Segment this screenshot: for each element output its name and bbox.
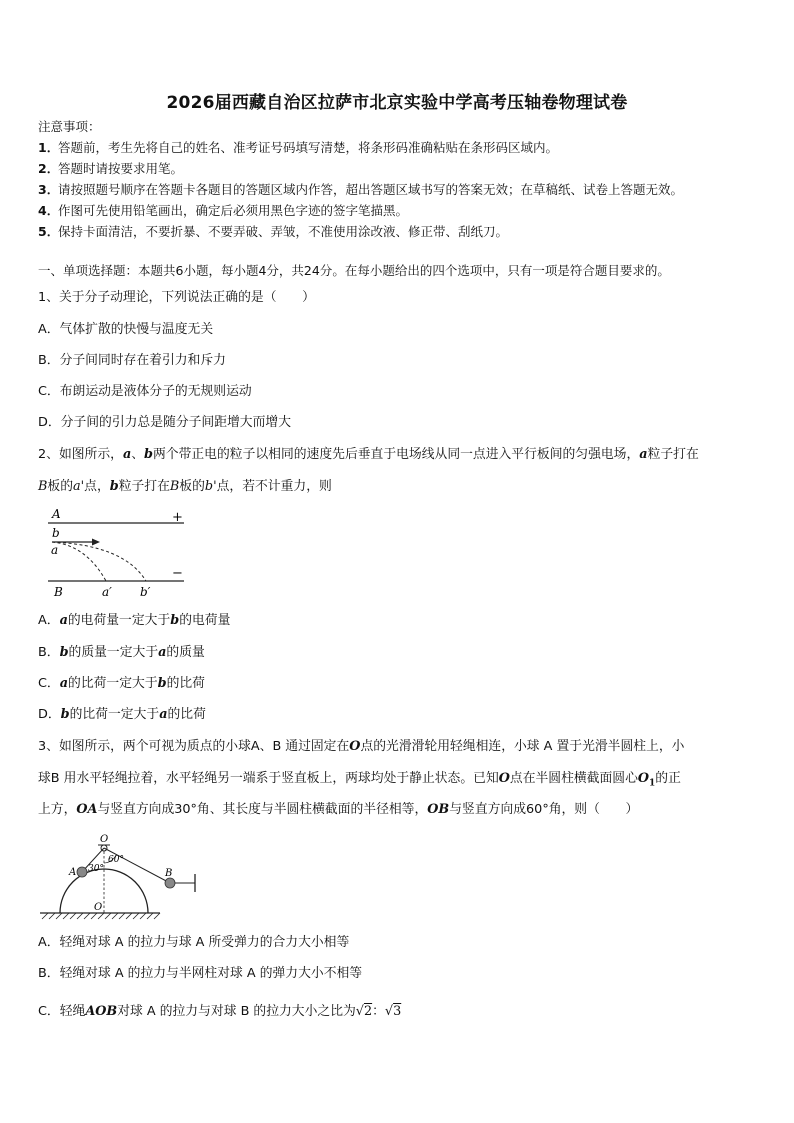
notice-item: 5．保持卡面清洁，不要折暴、不要弄破、弄皱，不准使用涂改液、修正带、刮纸刀。 (38, 224, 509, 239)
question-3-stem-line3: 上方，OA与竖直方向成30°角、其长度与半圆柱横截面的半径相等，OB与竖直方向成60°角，则（ ） (38, 802, 639, 817)
question-3-stem-line1: 3、如图所示，两个可视为质点的小球A、B 通过固定在O点的光滑滑轮用轻绳相连，小球 A 置于光滑半圆柱上，小 (38, 739, 685, 754)
ball-b (165, 878, 175, 888)
q1-option-a: A．气体扩散的快慢与温度无关 (38, 322, 214, 337)
rope-ob (104, 848, 173, 883)
label-b-prime: b′ (140, 585, 151, 599)
notice-item: 4．作图可先使用铅笔画出，确定后必须用黑色字迹的签字笔描黑。 (38, 203, 409, 218)
q2-option-b: B．b的质量一定大于a的质量 (38, 645, 205, 660)
ground-hatching (42, 913, 160, 919)
label-plate-b: B (54, 585, 63, 599)
label-30deg: 30° (88, 864, 104, 874)
q3-option-c: C．轻绳AOB对球 A 的拉力与对球 B 的拉力大小之比为√2：√3 (38, 1004, 402, 1019)
label-plus: + (172, 510, 183, 525)
section-heading: 一、单项选择题：本题共6小题，每小题4分，共24分。在每小题给出的四个选项中，只有一项是符合题目要求的。 (38, 263, 670, 278)
q1-option-d: D．分子间的引力总是随分子间距增大而增大 (38, 415, 291, 430)
q3-half-cylinder-figure (38, 833, 208, 925)
q3-option-b: B．轻绳对球 A 的拉力与半网柱对球 A 的弹力大小不相等 (38, 966, 363, 981)
q3-option-a: A．轻绳对球 A 的拉力与球 A 所受弹力的合力大小相等 (38, 935, 350, 950)
label-60deg: 60° (108, 855, 124, 865)
q1-option-b: B．分子间同时存在着引力和斥力 (38, 353, 226, 368)
notice-item: 3．请按照题号顺序在答题卡各题目的答题区域内作答，超出答题区域书写的答案无效；在草稿纸、试卷上答题无效。 (38, 182, 684, 197)
q2-option-c: C．a的比荷一定大于b的比荷 (38, 676, 205, 691)
question-1-stem: 1、关于分子动理论，下列说法正确的是（ ） (38, 290, 315, 305)
label-a-prime: a′ (102, 585, 112, 599)
sqrt-symbol: √ (384, 1004, 394, 1019)
q1-option-c: C．布朗运动是液体分子的无规则运动 (38, 384, 252, 399)
label-b: B (165, 868, 173, 879)
sqrt-symbol: √ (355, 1004, 364, 1019)
q2-parallel-plates-figure (44, 505, 194, 600)
notice-item: 2．答题时请按要求用笔。 (38, 161, 184, 176)
arrow-head (92, 539, 100, 546)
question-3-stem-line2: 球B 用水平轻绳拉着，水平轻绳另一端系于竖直板上，两球均处于静止状态。已知O点在半圆柱横截面圆心$O_1$的正 (38, 771, 681, 789)
page-title: 2026届西藏自治区拉萨市北京实验中学高考压轴卷物理试卷 (166, 93, 628, 113)
label-o1: O (94, 902, 103, 913)
ball-a (77, 867, 87, 877)
notice-item: 1．答题前，考生先将自己的姓名、准考证号码填写清楚，将条形码准确粘贴在条形码区域内。 (38, 140, 559, 155)
question-2-stem-line1: 2、如图所示，a、b两个带正电的粒子以相同的速度先后垂直于电场线从同一点进入平行板间的匀强电场，a粒子打在 (38, 447, 699, 462)
label-a: a (51, 543, 59, 557)
label-plate-a: A (52, 507, 61, 521)
question-2-stem-line2: B板的a'点，b粒子打在B板的b'点，若不计重力，则 (38, 479, 332, 494)
q2-option-d: D．b的比荷一定大于a的比荷 (38, 707, 206, 722)
trajectory-a (52, 542, 106, 581)
notice-heading: 注意事项： (38, 119, 101, 134)
label-a: A (69, 867, 77, 878)
q2-option-a: A．a的电荷量一定大于b的电荷量 (38, 613, 231, 628)
label-b: b (52, 526, 60, 540)
trajectory-b (52, 542, 146, 581)
label-o: O (100, 834, 109, 845)
label-minus: − (172, 566, 183, 581)
